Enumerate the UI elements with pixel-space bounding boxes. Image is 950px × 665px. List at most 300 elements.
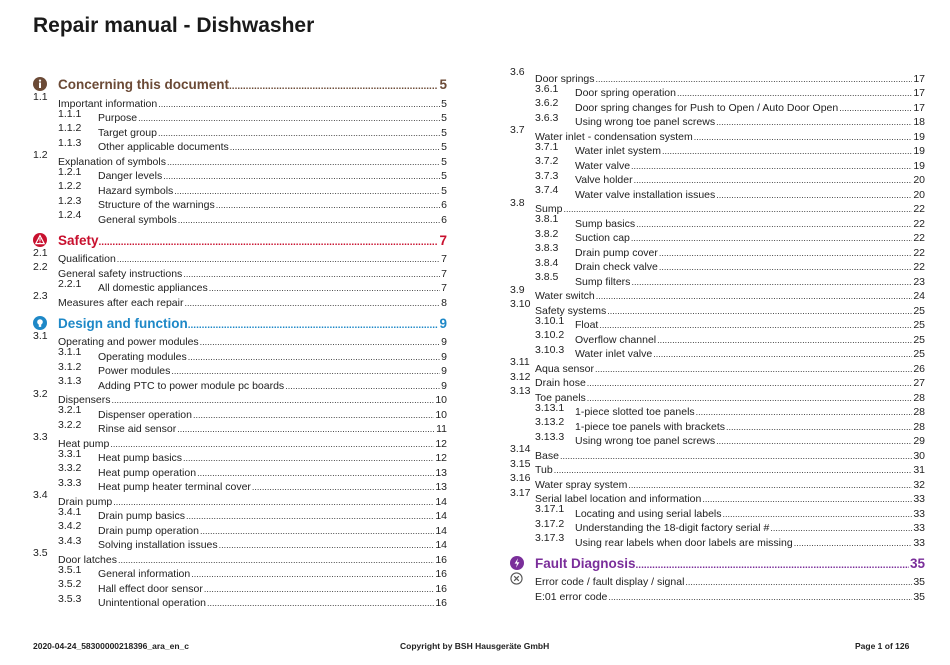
toc-section-title: Locating and using serial labels <box>575 507 722 520</box>
toc-section-title: Door spring changes for Push to Open / Auto Door Open <box>575 101 839 114</box>
toc-leader-dots <box>657 334 912 346</box>
toc-section-title: Water valve <box>575 159 631 172</box>
toc-section-number: 3.4.1 <box>58 505 82 518</box>
toc-page-number: 12 <box>435 452 447 464</box>
toc-entry[interactable] <box>510 314 925 332</box>
toc-entry[interactable] <box>33 182 447 197</box>
toc-section-number: 1.1 <box>33 91 48 103</box>
toc-section-number: 3.9 <box>510 283 525 296</box>
toc-page-number: 16 <box>435 568 447 580</box>
toc-section-title: Sump basics <box>575 217 636 230</box>
toc-entry[interactable] <box>33 418 447 436</box>
toc-entry[interactable] <box>510 283 925 303</box>
toc-page-number: 29 <box>913 435 925 447</box>
toc-section-number: 1.1.2 <box>58 122 82 134</box>
toc-section-number: 3.4 <box>33 489 48 501</box>
toc-page-number: 14 <box>435 495 447 508</box>
toc-entry[interactable] <box>510 574 925 589</box>
toc-section-number: 1.2.1 <box>58 165 82 178</box>
toc-section-number: 3.6.2 <box>535 97 559 109</box>
toc-section-number: 3.17.2 <box>535 517 565 530</box>
toc-section-title: Water spray system <box>535 478 628 491</box>
toc-entry[interactable] <box>510 82 925 100</box>
toc-section-number: 3.17 <box>510 486 531 499</box>
toc-leader-dots <box>216 199 440 211</box>
toc-entry[interactable] <box>33 534 447 552</box>
toc-entry[interactable] <box>510 534 925 549</box>
toc-section-number: 3.17.1 <box>535 503 565 515</box>
toc-section-title: Understanding the 18-digit factory serial # <box>575 522 770 534</box>
toc-section-title: Design and function <box>58 315 188 331</box>
toc-entry[interactable] <box>33 464 447 479</box>
toc-page-number: 5 <box>441 112 447 124</box>
toc-entry[interactable] <box>510 486 925 506</box>
toc-entry[interactable] <box>510 343 925 361</box>
toc-entry[interactable] <box>510 298 925 317</box>
toc-section-number: 2.2 <box>33 261 48 273</box>
toc-section-number: 3.8.2 <box>535 227 559 240</box>
toc-leader-dots <box>174 185 440 197</box>
toc-section-title: Dispenser operation <box>98 408 192 421</box>
toc-section-number: 1.1.3 <box>58 136 82 149</box>
toc-leader-dots <box>636 218 912 230</box>
toc-page-number: 28 <box>913 391 925 404</box>
toc-page-number: 33 <box>913 507 925 520</box>
toc-entry[interactable] <box>33 406 447 421</box>
toc-entry[interactable] <box>33 211 447 226</box>
toc-page-number: 22 <box>913 261 925 273</box>
toc-leader-dots <box>631 160 912 172</box>
toc-section-title: Solving installation issues <box>98 539 218 551</box>
toc-page-number: 20 <box>913 188 925 201</box>
toc-leader-dots <box>563 203 912 215</box>
toc-page-number: 27 <box>913 377 925 389</box>
toc-entry[interactable] <box>510 517 925 535</box>
toc-section-number: 3.13 <box>510 385 531 397</box>
toc-leader-dots <box>285 380 440 392</box>
toc-section-number: 2.2.1 <box>58 277 82 290</box>
toc-section-number: 1.2.4 <box>58 209 82 221</box>
toc-entry[interactable] <box>33 505 447 523</box>
toc-leader-dots <box>200 336 440 348</box>
toc-leader-dots <box>628 479 912 491</box>
toc-section-number: 3.3.2 <box>58 462 82 474</box>
toc-section-title: Door springs <box>535 72 595 85</box>
toc-entry[interactable] <box>510 273 925 288</box>
toc-leader-dots <box>560 450 912 462</box>
error-circle-icon <box>510 572 523 585</box>
toc-section-number: 3.1 <box>33 329 48 342</box>
toc-section-title: Door spring operation <box>575 87 676 99</box>
toc-entry[interactable] <box>510 111 925 129</box>
toc-entry[interactable] <box>510 157 925 172</box>
toc-leader-dots <box>631 276 912 288</box>
toc-section-number: 3.10.1 <box>535 314 565 327</box>
toc-section-title: General information <box>98 568 191 580</box>
toc-entry[interactable] <box>510 385 925 404</box>
toc-leader-dots <box>207 597 434 609</box>
toc-page-number: 20 <box>913 174 925 186</box>
toc-section-title: Target group <box>98 126 157 139</box>
toc-section-title: Unintentional operation <box>98 597 206 609</box>
toc-section-title: Structure of the warnings <box>98 199 215 211</box>
toc-page-number: 22 <box>913 246 925 259</box>
toc-section-title: Water inlet valve <box>575 348 653 360</box>
toc-section-number: 3.10.3 <box>535 343 565 356</box>
toc-section-number: 3.14 <box>510 443 531 455</box>
toc-section-title: Water valve installation issues <box>575 188 716 201</box>
toc-section-title: Power modules <box>98 365 171 377</box>
toc-section-number: 3.1.1 <box>58 346 82 358</box>
toc-entry[interactable] <box>510 196 925 216</box>
toc-leader-dots <box>694 131 913 143</box>
lightbulb-icon <box>33 316 47 330</box>
toc-section-title: Aqua sensor <box>535 362 594 375</box>
toc-section-title: Qualification <box>58 253 116 265</box>
toc-entry[interactable] <box>33 547 447 566</box>
toc-section-title: E:01 error code <box>535 590 608 603</box>
toc-section-title: Toe panels <box>535 391 586 404</box>
toc-leader-dots <box>726 421 912 433</box>
toc-section-title: Using wrong toe panel screws <box>575 435 716 447</box>
toc-section-title: Door latches <box>58 553 117 566</box>
toc-entry[interactable] <box>510 256 925 274</box>
toc-entry[interactable] <box>33 136 447 154</box>
toc-page-number: 22 <box>913 217 925 230</box>
toc-leader-dots <box>230 141 440 153</box>
toc-page-number: 5 <box>441 155 447 168</box>
toc-section-title: Concerning this document <box>58 77 230 92</box>
toc-entry[interactable] <box>33 194 447 212</box>
toc-page-number: 9 <box>441 336 447 348</box>
toc-entry[interactable] <box>33 124 447 139</box>
toc-leader-dots <box>716 435 912 447</box>
toc-section-number: 3.8 <box>510 196 525 209</box>
toc-section-number: 3.4.3 <box>58 534 82 547</box>
footer-copyright: Copyright by BSH Hausgeräte GmbH <box>400 641 550 651</box>
toc-leader-dots <box>596 290 913 302</box>
toc-chapter-entry[interactable] <box>33 230 447 248</box>
toc-leader-dots <box>183 452 434 464</box>
toc-leader-dots <box>178 214 440 226</box>
toc-section-number: 3.7 <box>510 124 525 136</box>
toc-page-number: 25 <box>913 333 925 346</box>
toc-leader-dots <box>113 496 434 508</box>
toc-entry[interactable] <box>510 99 925 114</box>
toc-section-title: Water inlet - condensation system <box>535 130 693 143</box>
toc-page-number: 7 <box>441 282 447 294</box>
toc-page-number: 11 <box>436 423 447 435</box>
toc-page-number: 16 <box>435 553 447 566</box>
toc-entry[interactable] <box>33 377 447 392</box>
toc-section-title: Fault Diagnosis <box>535 555 636 571</box>
toc-section-title: Drain pump <box>58 495 113 508</box>
toc-section-number: 3.10 <box>510 298 531 310</box>
toc-entry[interactable] <box>510 356 925 375</box>
toc-section-title: Rinse aid sensor <box>98 423 177 435</box>
toc-leader-dots <box>167 156 440 168</box>
toc-entry[interactable] <box>33 592 447 610</box>
toc-page-number: 19 <box>913 130 925 143</box>
toc-section-title: Heat pump <box>58 437 110 450</box>
toc-page-number: 7 <box>439 232 447 248</box>
toc-leader-dots <box>599 319 912 331</box>
toc-section-title: Explanation of symbols <box>58 155 166 168</box>
toc-entry[interactable] <box>510 66 925 85</box>
toc-section-number: 3.17.3 <box>535 532 565 544</box>
toc-leader-dots <box>177 423 435 435</box>
toc-leader-dots <box>794 537 913 549</box>
toc-leader-dots <box>184 297 440 309</box>
toc-page-number: 25 <box>913 319 925 331</box>
toc-section-number: 3.2.1 <box>58 404 82 416</box>
toc-section-number: 3.2.2 <box>58 418 82 431</box>
toc-section-number: 3.7.3 <box>535 169 559 182</box>
toc-section-number: 1.2.3 <box>58 194 82 207</box>
toc-leader-dots <box>158 98 440 110</box>
toc-section-number: 1.1.1 <box>58 107 82 120</box>
toc-left-column <box>33 70 447 609</box>
toc-section-title: Operating modules <box>98 350 187 363</box>
toc-page-number: 14 <box>435 510 447 522</box>
toc-entry[interactable] <box>33 261 447 280</box>
toc-page-number: 13 <box>435 481 447 493</box>
toc-page-number: 35 <box>913 590 925 603</box>
toc-section-title: Hazard symbols <box>98 184 174 197</box>
toc-page-number: 5 <box>441 141 447 153</box>
toc-section-title: Using rear labels when door labels are missing <box>575 536 793 549</box>
toc-leader-dots <box>696 406 913 418</box>
toc-entry[interactable] <box>510 370 925 390</box>
toc-page-number: 16 <box>435 582 447 595</box>
toc-page-number: 7 <box>441 267 447 280</box>
toc-entry[interactable] <box>33 580 447 595</box>
toc-chapter-entry[interactable] <box>33 313 447 331</box>
toc-page-number: 28 <box>913 420 925 433</box>
toc-entry[interactable] <box>510 443 925 462</box>
toc-section-title: Heat pump basics <box>98 452 183 464</box>
toc-page-number: 10 <box>435 394 447 406</box>
toc-section-number: 3.15 <box>510 457 531 470</box>
toc-leader-dots <box>188 320 439 331</box>
toc-page-number: 25 <box>913 348 925 360</box>
toc-page-number: 19 <box>913 145 925 157</box>
toc-section-title: Adding PTC to power module pc boards <box>98 379 285 392</box>
toc-leader-dots <box>117 253 440 265</box>
toc-entry[interactable] <box>33 360 447 378</box>
toc-section-number: 3.8.4 <box>535 256 559 269</box>
toc-page-number: 5 <box>441 97 447 110</box>
toc-section-number: 3.13.2 <box>535 416 565 428</box>
toc-leader-dots <box>252 481 434 493</box>
toc-page-number: 17 <box>913 101 925 114</box>
toc-leader-dots <box>186 510 434 522</box>
toc-entry[interactable] <box>510 227 925 245</box>
toc-section-number: 2.3 <box>33 290 48 302</box>
footer-page-number: Page 1 of 126 <box>855 641 910 651</box>
toc-section-title: Heat pump heater terminal cover <box>98 481 251 493</box>
toc-page-number: 33 <box>913 522 925 534</box>
toc-entry[interactable] <box>510 331 925 346</box>
toc-section-number: 3.8.5 <box>535 271 559 283</box>
toc-leader-dots <box>587 392 913 404</box>
toc-entry[interactable] <box>33 277 447 295</box>
toc-page-number: 5 <box>441 126 447 139</box>
toc-section-number: 3.13.1 <box>535 401 565 414</box>
toc-page-number: 30 <box>913 449 925 462</box>
toc-section-number: 3.5.3 <box>58 592 82 605</box>
toc-section-title: Operating and power modules <box>58 336 199 348</box>
toc-page-number: 33 <box>913 493 925 505</box>
toc-leader-dots <box>677 87 912 99</box>
toc-entry[interactable] <box>33 329 447 349</box>
toc-entry[interactable] <box>33 447 447 465</box>
toc-leader-dots <box>770 522 912 534</box>
toc-entry[interactable] <box>510 588 925 603</box>
toc-entry[interactable] <box>510 244 925 259</box>
toc-leader-dots <box>204 583 434 595</box>
toc-leader-dots <box>587 377 913 389</box>
toc-leader-dots <box>163 170 440 182</box>
toc-leader-dots <box>112 394 435 406</box>
toc-leader-dots <box>188 351 440 363</box>
toc-section-title: Sump <box>535 203 563 215</box>
toc-leader-dots <box>99 237 439 248</box>
toc-entry[interactable] <box>33 290 447 309</box>
toc-page-number: 5 <box>439 77 447 92</box>
toc-entry[interactable] <box>33 489 447 508</box>
toc-leader-dots <box>662 145 912 157</box>
toc-entry[interactable] <box>33 246 447 266</box>
toc-section-title: Other applicable documents <box>98 141 229 153</box>
toc-entry[interactable] <box>510 418 925 433</box>
toc-section-number: 3.6.3 <box>535 111 559 124</box>
toc-leader-dots <box>716 116 912 128</box>
toc-section-number: 3.10.2 <box>535 329 565 341</box>
toc-entry[interactable] <box>510 186 925 201</box>
toc-section-number: 2.1 <box>33 246 48 259</box>
toc-right-column <box>510 66 925 603</box>
toc-entry[interactable] <box>33 431 447 450</box>
toc-section-title: Suction cap <box>575 232 630 244</box>
toc-leader-dots <box>631 232 912 244</box>
toc-section-number: 3.5 <box>33 547 48 559</box>
toc-section-number: 3.5.2 <box>58 578 82 590</box>
toc-section-title: Drain check valve <box>575 261 658 273</box>
toc-page-number: 9 <box>441 365 447 377</box>
toc-entry[interactable] <box>510 505 925 520</box>
toc-entry[interactable] <box>510 430 925 448</box>
toc-section-title: Purpose <box>98 112 138 124</box>
toc-page-number: 17 <box>913 87 925 99</box>
toc-entry[interactable] <box>33 107 447 125</box>
toc-leader-dots <box>596 73 913 85</box>
toc-section-title: Drain pump cover <box>575 246 658 259</box>
toc-section-number: 3.7.1 <box>535 140 559 153</box>
toc-page-number: 33 <box>913 536 925 549</box>
info-icon <box>33 77 47 91</box>
toc-page-number: 26 <box>913 362 925 375</box>
toc-section-number: 3.1.2 <box>58 360 82 373</box>
toc-page-number: 18 <box>913 116 925 128</box>
toc-entry[interactable] <box>510 215 925 230</box>
toc-section-number: 3.1.3 <box>58 375 82 387</box>
toc-entry[interactable] <box>510 140 925 158</box>
toc-section-title: Drain pump operation <box>98 524 199 537</box>
toc-leader-dots <box>716 189 912 201</box>
toc-page-number: 12 <box>435 437 447 450</box>
toc-entry[interactable] <box>33 522 447 537</box>
toc-leader-dots <box>554 464 913 476</box>
toc-entry[interactable] <box>33 387 447 407</box>
toc-page-number: 32 <box>913 478 925 491</box>
toc-page-number: 16 <box>435 597 447 609</box>
toc-page-number: 9 <box>441 350 447 363</box>
toc-page-number: 19 <box>913 159 925 172</box>
toc-entry[interactable] <box>33 348 447 363</box>
toc-section-number: 3.2 <box>33 387 48 400</box>
toc-leader-dots <box>197 467 434 479</box>
toc-leader-dots <box>158 127 440 139</box>
toc-leader-dots <box>183 268 440 280</box>
toc-section-title: Drain pump basics <box>98 510 185 522</box>
toc-page-number: 10 <box>435 408 447 421</box>
toc-page-number: 24 <box>913 290 925 302</box>
toc-leader-dots <box>608 591 912 603</box>
toc-entry[interactable] <box>33 149 447 168</box>
toc-section-number: 3.3.1 <box>58 447 82 460</box>
toc-entry[interactable] <box>33 563 447 581</box>
toc-leader-dots <box>191 568 434 580</box>
toc-section-number: 3.7.4 <box>535 184 559 196</box>
toc-leader-dots <box>607 305 912 317</box>
toc-entry[interactable] <box>510 472 925 491</box>
toc-section-number: 3.5.1 <box>58 563 82 576</box>
toc-page-number: 14 <box>435 524 447 537</box>
toc-leader-dots <box>634 174 913 186</box>
toc-page-number: 35 <box>909 555 925 571</box>
toc-section-number: 3.7.2 <box>535 155 559 167</box>
toc-section-title: 1-piece toe panels with brackets <box>575 420 725 433</box>
toc-leader-dots <box>118 554 434 566</box>
toc-chapter-entry[interactable] <box>33 74 447 92</box>
toc-section-title: Important information <box>58 97 158 110</box>
toc-entry[interactable] <box>33 165 447 183</box>
toc-entry[interactable] <box>33 476 447 494</box>
toc-page-number: 17 <box>913 72 925 85</box>
toc-entry[interactable] <box>510 124 925 143</box>
toc-chapter-entry[interactable] <box>510 553 925 571</box>
toc-entry[interactable] <box>510 457 925 477</box>
toc-section-number: 3.3.3 <box>58 476 82 489</box>
toc-leader-dots <box>138 112 440 124</box>
toc-leader-dots <box>110 438 434 450</box>
toc-leader-dots <box>171 365 440 377</box>
toc-section-number: 3.3 <box>33 431 48 443</box>
toc-page-number: 5 <box>441 184 447 197</box>
toc-section-title: All domestic appliances <box>98 282 208 294</box>
toc-section-number: 3.8.3 <box>535 242 559 254</box>
toc-section-number: 3.16 <box>510 472 531 484</box>
toc-section-title: Sump filters <box>575 275 631 288</box>
toc-section-title: Valve holder <box>575 174 633 186</box>
toc-entry[interactable] <box>510 401 925 419</box>
toc-section-number: 1.2 <box>33 149 48 161</box>
toc-entry[interactable] <box>33 91 447 110</box>
toc-section-title: Float <box>575 319 599 331</box>
toc-entry[interactable] <box>510 169 925 187</box>
toc-page-number: 6 <box>441 213 447 226</box>
